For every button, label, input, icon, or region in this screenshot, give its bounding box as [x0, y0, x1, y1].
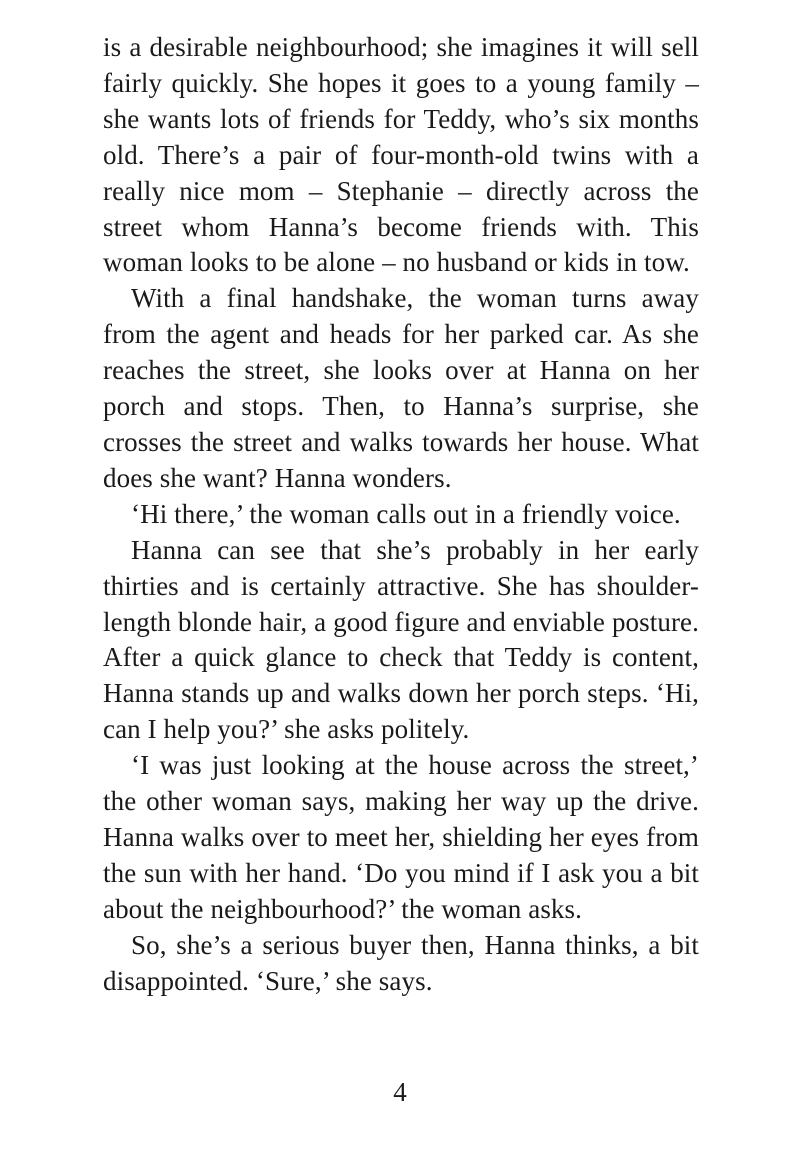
paragraph-1: is a desirable neighbourhood; she imagines it will sell fairly quickly. She hopes it goes to a young family – she wants lots of friends for Teddy, who’s six months old. There’s a pair of four-month-old twins with a really nice mom – Stephanie – directly across the street whom Hanna’s become friends with. This woman looks to be alone – no husband or kids in tow. [103, 32, 699, 278]
paragraph-3: ‘Hi there,’ the woman calls out in a friendly voice. [131, 498, 681, 529]
page-number: 4 [393, 1077, 407, 1107]
paragraph-5: ‘I was just looking at the house across the street,’ the other woman says, making her way up the drive. Hanna walks over to meet her, shielding her eyes from the sun with her hand. ‘Do you mind if I ask you a bit about the neighbourhood?’ the woman asks. [103, 750, 699, 924]
page-body [103, 30, 699, 999]
paragraph-4: Hanna can see that she’s probably in her early thirties and is certainly attractive. She has shoulder-length blonde hair, a good figure and enviable posture. After a quick glance to check that Teddy is content, Hanna stands up and walks down her porch steps. ‘Hi, can I help you?’ she asks politely. [103, 534, 699, 745]
paragraph-6: So, she’s a serious buyer then, Hanna thinks, a bit disappointed. ‘Sure,’ she says. [103, 929, 699, 996]
paragraph-2: With a final handshake, the woman turns away from the agent and heads for her parked car. As she reaches the street, she looks over at Hanna on her porch and stops. Then, to Hanna’s surprise, she crosses the street and walks towards her house. What does she want? Hanna wonders. [103, 283, 699, 493]
